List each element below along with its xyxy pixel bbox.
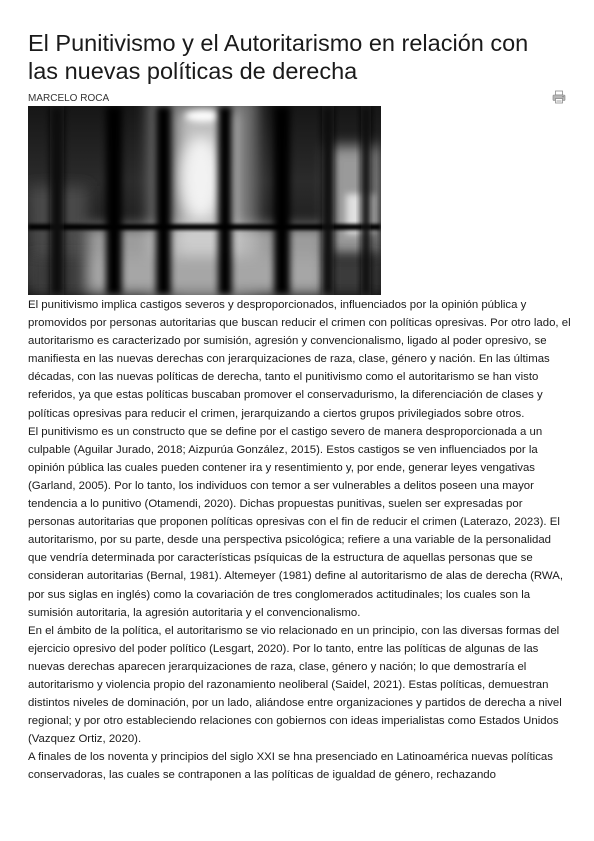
printer-icon[interactable] <box>552 90 566 104</box>
article-paragraph: El punitivismo implica castigos severos y desproporcionados, influenciados por la opinión pública y promovidos por personas autoritarias que buscan reducir el crimen con políticas opresivas. Por otro lado, el autoritarismo es caracterizado por sumisión, agresión y convencionalismo, ligado al poder opresivo, se manifiesta en las nuevas derechas con jerarquizaciones de raza, clase, género y nación. En las últimas décadas, con las nuevas políticas de derecha, tanto el punitivismo como el autoritarismo se han visto referidos, ya que estas políticas buscaban promover el conservadurismo, la diferenciación de clases y políticas opresivas para reducir el crimen, jerarquizando a ciertos grupos privilegiados sobre otros. <box>28 299 571 420</box>
article-title: El Punitivismo y el Autoritarismo en relación con las nuevas políticas de derecha <box>28 30 529 84</box>
article-body <box>28 296 572 785</box>
author-byline[interactable]: MARCELO ROCA <box>28 93 110 104</box>
article-paragraph: En el ámbito de la política, el autoritarismo se vio relacionado en un principio, con las diversas formas del ejercicio opresivo del poder político (Lesgart, 2020). Por lo tanto, entre las políticas de algunas de las nuevas derechas aparecen jerarquizaciones de raza, clase, género y nación; lo que demostraría el autoritarismo y violencia propio del razonamiento neoliberal (Saidel, 2021). Estas políticas, demuestran distintos niveles de dominación, por un lado, aliándose entre organizaciones y partidos de derecha a nivel regional; y por otro estableciendo relaciones con gobiernos con ideas imperialistas como Estados Unidos (Vazquez Ortiz, 2020). <box>28 624 562 746</box>
article-paragraph: A finales de los noventa y principios del siglo XXI se hna presenciado en Latinoamérica nuevas políticas conservadoras, las cuales se contraponen a las políticas de igualdad de género, rechazando <box>28 751 553 782</box>
prison-bars-photo <box>28 106 381 295</box>
article-paragraph: El punitivismo es un constructo que se define por el castigo severo de manera desproporcionada a un culpable (Aguilar Jurado, 2018; Aizpurúa González, 2015). Estos castigos se ven influenciados por la opinión pública las cuales pueden contener ira y resentimiento y, por ende, generar leyes vengativas (Garland, 2005). Por lo tanto, los individuos con temor a ser vulnerables a delitos poseen una mayor tendencia a lo punitivo (Otamendi, 2020). Dichas propuestas punitivas, suelen ser expresadas por personas autoritarias que proponen políticas opresivas con el fin de reducir el crimen (Laterazo, 2023). El autoritarismo, por su parte, desde una perspectiva psicológica; refiere a una variable de la personalidad que vendría determinada por características psíquicas de la estructura de aquellas personas que se consideran autoritarias (Bernal, 1981). Altemeyer (1981) define al autoritarismo de alas de derecha (RWA, por sus siglas en inglés) como la covariación de tres conglomerados actitudinales; los cuales son la sumisión autoritaria, la agresión autoritaria y el convencionalismo. <box>28 425 564 619</box>
